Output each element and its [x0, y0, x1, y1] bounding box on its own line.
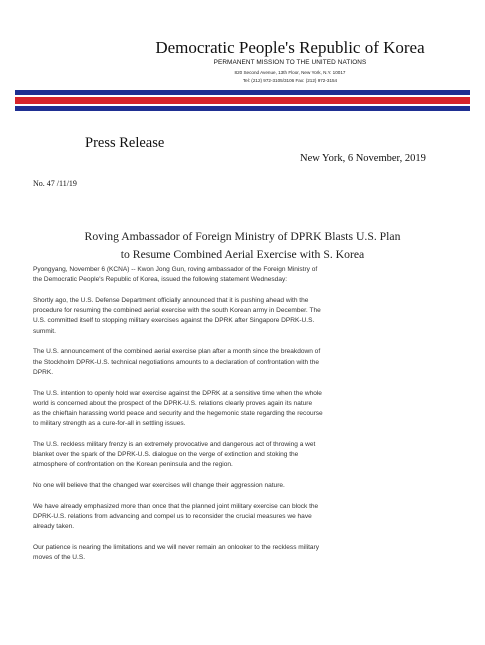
paragraph-line: to military strength as a cure-for-all in settling issues.	[33, 420, 186, 428]
letterhead-address: 820 Second Avenue, 13th Floor, New York, N.Y. 10017	[234, 70, 346, 75]
paragraph-line: DPRK.	[33, 368, 54, 376]
paragraph-line: DPRK-U.S. relations from advancing and compel us to reconsider the crucial measures we have	[33, 513, 312, 521]
headline-line: Roving Ambassador of Foreign Ministry of DPRK Blasts U.S. Plan	[84, 230, 401, 243]
paragraph-line: summit.	[33, 327, 56, 335]
paragraph-line: The U.S. intention to openly hold war exercise against the DPRK at a sensitive time when the whole	[33, 389, 322, 397]
paragraph-line: We have already emphasized more than once that the planned joint military exercise can block the	[33, 503, 319, 511]
article-paragraph	[33, 265, 458, 285]
article-paragraph	[33, 389, 458, 430]
article-paragraph	[33, 440, 458, 471]
headline-line: to Resume Combined Aerial Exercise with S. Korea	[120, 247, 365, 261]
paragraph-line: U.S. committed itself to stopping military exercises against the DPRK after Singapore DPRK-U.S.	[33, 317, 315, 325]
paragraph-line: Pyongyang, November 6 (KCNA) -- Kwon Jong Gun, roving ambassador of the Foreign Ministry of	[33, 266, 318, 273]
article-paragraph	[33, 347, 458, 378]
document-number: No. 47 /11/19	[33, 179, 77, 188]
paragraph-line: already taken.	[33, 523, 75, 531]
paragraph-line: moves of the U.S.	[33, 554, 86, 562]
letterhead-stripe-blue-top	[15, 90, 470, 95]
letterhead-stripe-blue-bottom	[15, 106, 470, 111]
paragraph-line: as the chieftain harassing world peace and security and the hegemonic state regarding the recourse	[33, 410, 323, 418]
dateline: New York, 6 November, 2019	[300, 153, 426, 164]
letterhead-title: Democratic People's Republic of Korea	[155, 38, 425, 57]
paragraph-line: the Stockholm DPRK-U.S. technical negotiations amounts to a declaration of confrontation with the	[33, 358, 320, 366]
letterhead-phone-fax: Tel: (212) 972-3105/3106 Fax: (212) 972-3154	[242, 78, 338, 83]
article-paragraph	[33, 481, 458, 491]
article-paragraph	[33, 296, 458, 337]
article-paragraph	[33, 502, 458, 533]
paragraph-line: The U.S. reckless military frenzy is an extremely provocative and dangerous act of throwing a wet	[33, 441, 316, 449]
letterhead-stripe-red	[15, 97, 470, 104]
paragraph-line: the Democratic People's Republic of Korea, issued the following statement Wednesday:	[33, 276, 288, 284]
article-paragraph	[33, 543, 458, 563]
paragraph-line: procedure for resuming the combined aerial exercise with the south Korean army in December. The	[33, 307, 321, 315]
paragraph-line: No one will believe that the changed war exercises will change their aggression nature.	[33, 482, 285, 490]
paragraph-line: Our patience is nearing the limitations and we will never remain an onlooker to the reckless military	[33, 544, 320, 552]
paragraph-line: world is concerned about the prospect of the DPRK-U.S. relations clearly proves again its nature	[33, 399, 313, 407]
paragraph-line: Shortly ago, the U.S. Defense Department officially announced that it is pushing ahead with the	[33, 297, 309, 304]
letterhead-subtitle: PERMANENT MISSION TO THE UNITED NATIONS	[213, 59, 367, 66]
paragraph-line: blanket over the spark of the DPRK-U.S. dialogue on the verge of extinction and stoking the	[33, 451, 299, 459]
article-body	[33, 265, 458, 574]
paragraph-line: The U.S. announcement of the combined aerial exercise plan after a month since the breakdown of	[33, 348, 321, 356]
headline	[20, 228, 465, 263]
paragraph-line: atmosphere of confrontation on the Korean peninsula and the region.	[33, 461, 233, 469]
press-release-label: Press Release	[85, 135, 165, 151]
